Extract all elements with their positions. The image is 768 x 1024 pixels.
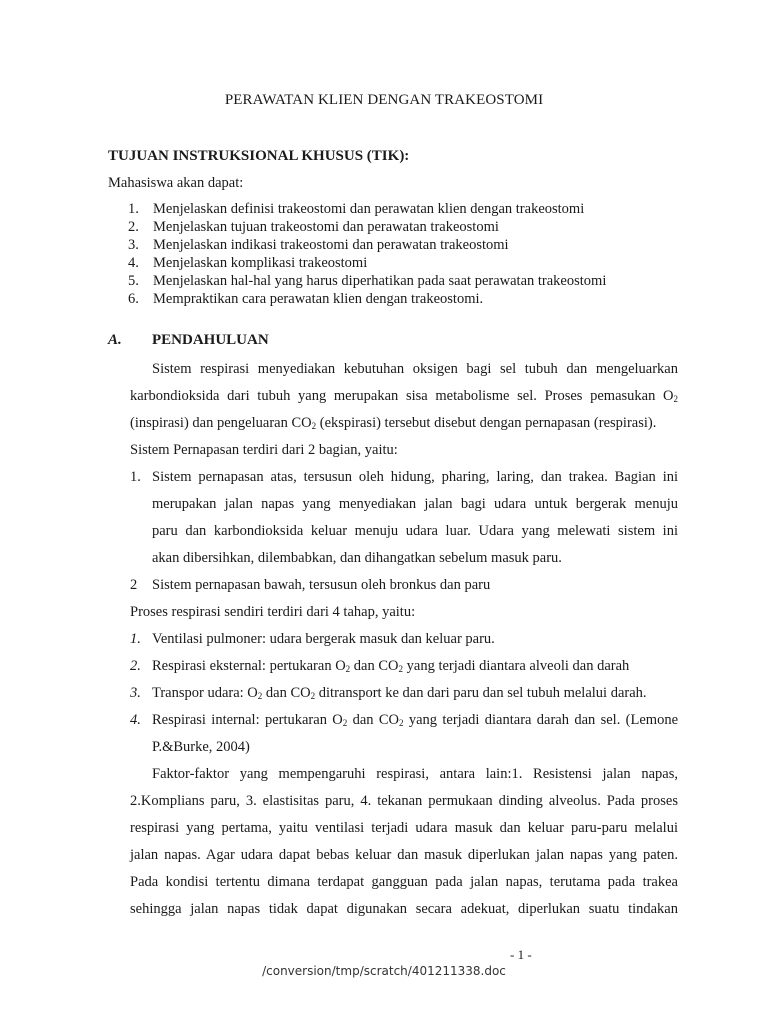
paragraph-line: respirasi yang pertama, yaitu ventilasi terjadi udara masuk dan keluar paru-paru melalui bbox=[130, 820, 678, 836]
list-text: Mempraktikan cara perawatan klien dengan trakeostomi. bbox=[153, 291, 484, 307]
list-text: Menjelaskan komplikasi trakeostomi bbox=[153, 255, 368, 271]
list-text: Menjelaskan hal-hal yang harus diperhatikan pada saat perawatan trakeostomi bbox=[153, 273, 607, 289]
paragraph-line: karbondioksida dari tubuh yang merupakan sisa metabolisme sel. Proses pemasukan $O_2$ bbox=[130, 388, 678, 404]
list-text: Transpor udara: $O_2$ dan $CO_2$ ditransport ke dan dari paru dan sel tubuh melalui darah. bbox=[152, 685, 647, 701]
list-number: 1. bbox=[130, 469, 141, 485]
list-number: 2. bbox=[128, 219, 139, 235]
tik-intro: Mahasiswa akan dapat: bbox=[108, 175, 244, 191]
list-number: 1. bbox=[128, 201, 139, 217]
list-text: P.&Burke, 2004) bbox=[152, 739, 250, 755]
paragraph-line: 2.Komplians paru, 3. elastisitas paru, 4. tekanan permukaan dinding alveolus. Pada proses bbox=[130, 793, 678, 809]
paragraph-line: jalan napas. Agar udara dapat bebas keluar dan masuk diperlukan jalan napas yang paten. bbox=[130, 847, 678, 863]
list-number: 6. bbox=[128, 291, 139, 307]
list-text: Sistem pernapasan bawah, tersusun oleh bronkus dan paru bbox=[152, 577, 491, 593]
list-number: 1. bbox=[130, 631, 141, 647]
list-number: 3. bbox=[130, 685, 141, 701]
paragraph-line: (inspirasi) dan pengeluaran $CO_2$ (ekspirasi) tersebut disebut dengan pernapasan (respirasi). bbox=[130, 415, 657, 431]
paragraph-line: Pada kondisi tertentu dimana terdapat gangguan pada jalan napas, terutama pada trakea bbox=[130, 874, 678, 890]
list-number: 2. bbox=[130, 658, 141, 674]
section-title: PENDAHULUAN bbox=[152, 332, 269, 348]
paragraph-line: Proses respirasi sendiri terdiri dari 4 tahap, yaitu: bbox=[130, 604, 416, 620]
list-text: Menjelaskan definisi trakeostomi dan perawatan klien dengan trakeostomi bbox=[153, 201, 585, 217]
list-text: Respirasi internal: pertukaran $O_2$ dan $CO_2$ yang terjadi diantara darah dan sel. (Lemone bbox=[152, 712, 679, 728]
list-text: akan dibersihkan, dilembabkan, dan dihangatkan sebelum masuk paru. bbox=[152, 550, 562, 566]
list-number: 5. bbox=[128, 273, 139, 289]
list-text: Menjelaskan indikasi trakeostomi dan perawatan trakeostomi bbox=[153, 237, 509, 253]
list-text: Menjelaskan tujuan trakeostomi dan perawatan trakeostomi bbox=[153, 219, 499, 235]
paragraph-line: Sistem Pernapasan terdiri dari 2 bagian, yaitu: bbox=[130, 442, 398, 458]
page-number: - 1 - bbox=[510, 947, 532, 962]
list-text: merupakan jalan napas yang menyediakan jalan bagi udara untuk bergerak menuju bbox=[152, 496, 678, 512]
list-number: 2 bbox=[130, 577, 138, 593]
list-text: Sistem pernapasan atas, tersusun oleh hidung, pharing, laring, dan trakea. Bagian ini bbox=[152, 469, 678, 485]
list-text: paru dan karbondioksida keluar menuju udara luar. Udara yang melewati sistem ini bbox=[152, 523, 678, 539]
list-number: 4. bbox=[130, 712, 141, 728]
paragraph-line: Sistem respirasi menyediakan kebutuhan oksigen bagi sel tubuh dan mengeluarkan bbox=[152, 361, 678, 377]
tik-heading: TUJUAN INSTRUKSIONAL KHUSUS (TIK): bbox=[108, 148, 410, 164]
document-title: PERAWATAN KLIEN DENGAN TRAKEOSTOMI bbox=[224, 92, 544, 108]
paragraph-line: Faktor-faktor yang mempengaruhi respirasi, antara lain:1. Resistensi jalan napas, bbox=[152, 766, 678, 782]
section-letter: A. bbox=[108, 332, 122, 348]
file-path: /conversion/tmp/scratch/401211338.doc bbox=[262, 964, 506, 978]
list-text: Respirasi eksternal: pertukaran $O_2$ dan $CO_2$ yang terjadi diantara alveoli dan darah bbox=[152, 658, 630, 674]
paragraph-line: sehingga jalan napas tidak dapat digunakan secara adekuat, diperlukan suatu tindakan bbox=[130, 901, 678, 917]
list-text: Ventilasi pulmoner: udara bergerak masuk dan keluar paru. bbox=[152, 631, 495, 647]
list-number: 4. bbox=[128, 255, 139, 271]
list-number: 3. bbox=[128, 237, 139, 253]
